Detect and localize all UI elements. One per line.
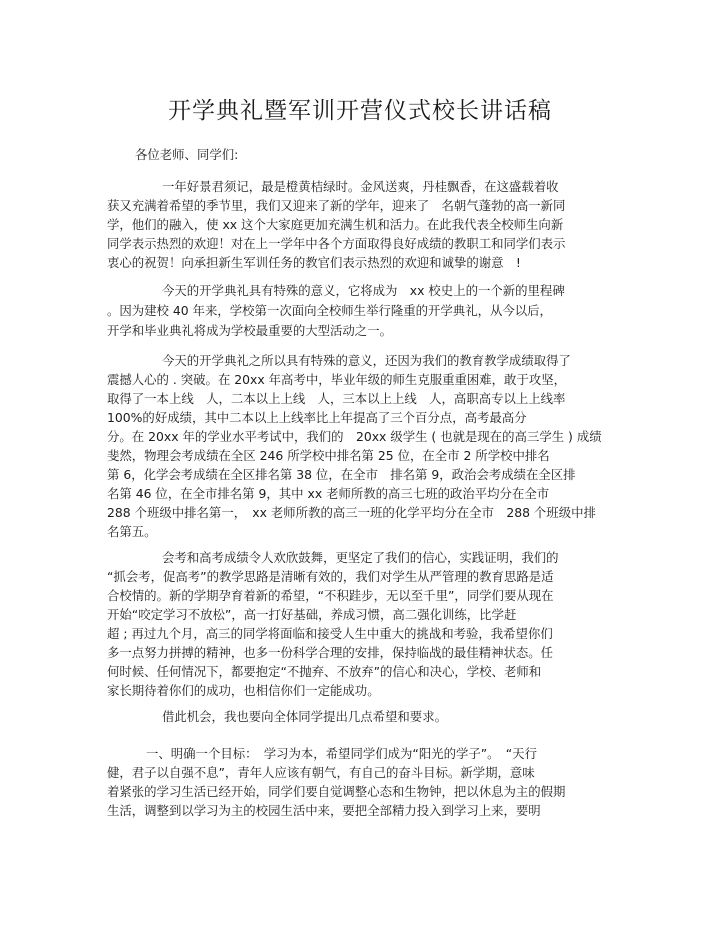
- text-line: 名第五。: [107, 524, 157, 539]
- text-line: 100%的好成绩，其中二本以上上线率比上年提高了三个百分点，高考最高分: [107, 410, 527, 425]
- text-line: 斐然，物理会考成绩在全区 246 所学校中排名第 25 位，在全市 2 所学校中排名: [107, 448, 550, 463]
- text-line: 名第 46 位，在全市排名第 9，其中 xx 老师所教的高三七班的政治平均分在全市: [107, 486, 550, 501]
- text-line: 着紧张的学习生活已经开始，同学们要自觉调整心态和生物钟，把以休息为主的假期: [107, 784, 566, 799]
- text-line: 一、明确一个目标： 学习为本，希望同学们成为“阳光的学子”。 “天行: [146, 746, 537, 761]
- text-line: 开始“咬定学习不放松”，高一打好基础，养成习惯，高二强化训练，比学赶: [107, 607, 517, 622]
- text-line: 健，君子以自强不息”，青年人应该有朝气，有自己的奋斗目标。新学期，意味: [107, 765, 535, 780]
- text-line: 衷心的祝贺！向承担新生军训任务的教官们表示热烈的欢迎和诚挚的谢意 !: [107, 255, 521, 270]
- text-line: 会考和高考成绩令人欢欣鼓舞，更坚定了我们的信心，实践证明，我们的: [162, 550, 559, 565]
- text-line: 借此机会，我也要向全体同学提出几点希望和要求。: [162, 709, 447, 724]
- text-line: 震撼人心的 . 突破。在 20xx 年高考中，毕业年级的师生克服重重困难，敢于攻坚，: [107, 372, 567, 387]
- salutation: 各位老师、同学们:: [135, 147, 239, 162]
- text-line: 。因为建校 40 年来，学校第一次面向全校师生举行隆重的开学典礼，从今以后，: [107, 303, 552, 318]
- text-line: 生活，调整到以学习为主的校园生活中来，要把全部精力投入到学习上来，要明: [107, 803, 541, 818]
- text-line: 一年好景君须记，最是橙黄桔绿时。金风送爽，丹桂飘香，在这盛载着收: [162, 179, 559, 194]
- text-line: 超 ; 再过九个月，高三的同学将面临和接受人生中重大的挑战和考验，我希望你们: [107, 626, 553, 641]
- text-line: 同学表示热烈的欢迎！对在上一学年中各个方面取得良好成绩的教职工和同学们表示: [107, 236, 566, 251]
- text-line: 学，他们的融入，使 xx 这个大家庭更加充满生机和活力。在此我代表全校师生向新: [107, 217, 564, 232]
- text-line: 何时候、任何情况下，都要抱定“不抛弃、不放弃”的信心和决心，学校、老师和: [107, 664, 542, 679]
- text-line: “抓会考，促高考”的教学思路是清晰有效的，我们对学生从严管理的教育思路是适: [107, 569, 554, 584]
- text-line: 家长期待着你们的成功，也相信你们一定能成功。: [107, 683, 380, 698]
- text-line: 取得了一本上线 人，二本以上上线 人，三本以上上线 人，高职高专以上上线率: [107, 391, 566, 406]
- text-line: 第 6，化学会考成绩在全区排名第 38 位，在全市 排名第 9，政治会考成绩在全区排: [107, 467, 576, 482]
- document-title: 开学典礼暨军训开营仪式校长讲话稿: [168, 98, 552, 124]
- text-line: 获又充满着希望的季节里，我们又迎来了新的学年，迎来了 名朝气蓬勃的高一新同: [107, 198, 566, 213]
- text-line: 开学和毕业典礼将成为学校最重要的大型活动之一。: [107, 323, 392, 338]
- text-line: 今天的开学典礼具有特殊的意义，它将成为 xx 校史上的一个新的里程碑: [162, 283, 565, 298]
- text-line: 288 个班级中排名第一， xx 老师所教的高三一班的化学平均分在全市 288 个班级中排: [107, 505, 596, 520]
- text-line: 多一点努力拼搏的精神，也多一份科学合理的安排，保持临战的最佳精神状态。任: [107, 645, 554, 660]
- text-line: 合校情的。新的学期孕育着新的希望，“不积跬步，无以至千里”，同学们要从现在: [107, 588, 554, 603]
- text-line: 今天的开学典礼之所以具有特殊的意义，还因为我们的教育教学成绩取得了: [162, 353, 571, 368]
- text-line: 分。在 20xx 年的学业水平考试中，我们的 20xx 级学生 ( 也就是现在的高三学生 ) 成绩: [107, 429, 602, 444]
